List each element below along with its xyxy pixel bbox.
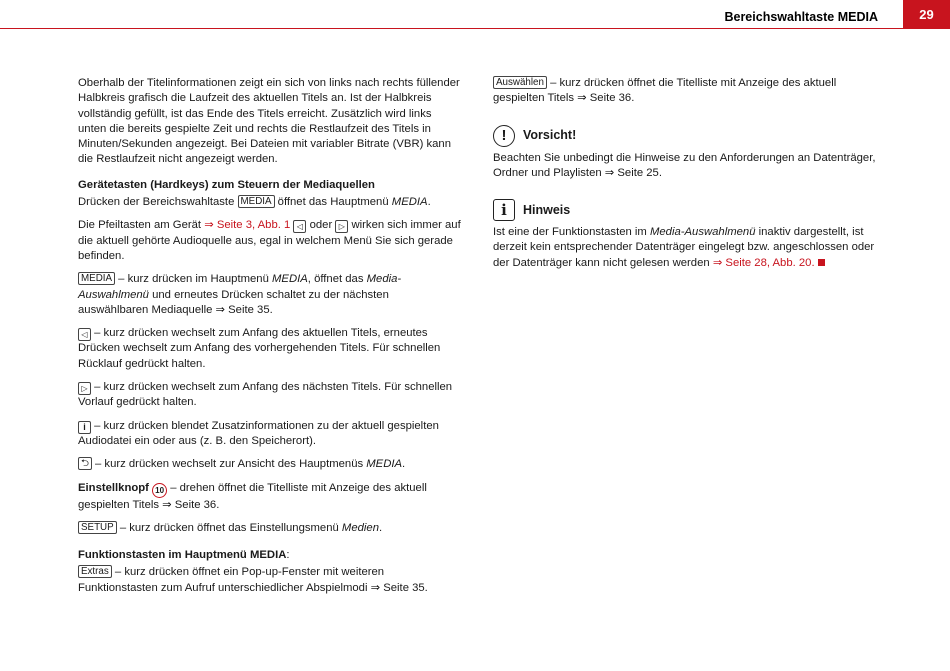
page-title: Bereichswahltaste MEDIA — [724, 10, 878, 24]
text: , öffnet das — [307, 273, 364, 286]
cross-reference: ⇒ Seite 25. — [604, 166, 662, 179]
right-column — [493, 76, 878, 279]
text: – kurz drücken blendet Zusatzinformationen zu der aktuell gespielten Audiodatei ein oder aus (z. B. den Speicherort). — [78, 419, 439, 447]
text-bold: Einstellknopf — [78, 481, 149, 494]
paragraph-knob — [78, 481, 461, 513]
text: Funktionstasten im Hauptmenü MEDIA — [78, 549, 287, 562]
page-number: 29 — [903, 0, 950, 29]
text: – kurz drücken im Hauptmenü — [118, 273, 269, 286]
header-divider — [0, 28, 950, 29]
paragraph-back-key: ⮌ – kurz drücken wechselt zur Ansicht des Hauptmenüs MEDIA. — [78, 457, 461, 472]
note-text — [493, 225, 878, 271]
text: – kurz drücken wechselt zum Anfang des aktuellen Titels, erneutes Drücken wechselt zum Anfang des vorhergehenden Titels. Für schnellen Rücklauf gedrückt halten. — [78, 327, 441, 370]
text-italic: MEDIA — [272, 273, 308, 286]
prev-key-icon: ◁ — [78, 328, 91, 341]
text: Drücken der Bereichswahltaste — [78, 196, 235, 209]
text: und erneutes Drücken schaltet zu der nächsten auswählbaren Mediaquelle — [78, 288, 389, 316]
paragraph-next-key — [78, 380, 461, 411]
next-key-icon: ▷ — [335, 220, 348, 233]
warning-text — [493, 151, 878, 182]
setup-key-icon: SETUP — [78, 521, 117, 534]
text: – kurz drücken wechselt zur Ansicht des Hauptmenüs — [95, 458, 364, 471]
text-italic: MEDIA — [391, 196, 428, 209]
next-key-icon: ▷ — [78, 382, 91, 395]
text-italic: Medien — [341, 521, 379, 534]
knob-number-icon: 10 — [152, 483, 167, 498]
cross-reference: ⇒ Seite 35. — [215, 303, 273, 316]
note-title: Hinweis — [523, 202, 571, 217]
paragraph-prev-key — [78, 326, 461, 372]
text-italic: MEDIA — [366, 458, 403, 471]
paragraph-auswahlen-key — [493, 76, 878, 107]
cross-reference: ⇒ Seite 35. — [370, 581, 428, 594]
text: – kurz drücken öffnet ein Pop-up-Fenster mit weiteren Funktionstasten zum Aufruf unterschiedlicher Abspielmodi — [78, 566, 385, 594]
note-heading — [493, 199, 878, 221]
warning-icon: ! — [493, 125, 515, 147]
media-key-icon: MEDIA — [78, 272, 115, 285]
text: wirken sich immer auf die aktuell gehörte Audioquelle aus, egal in welchem Menü Sie sich gerade befinden. — [78, 219, 461, 262]
text: – kurz drücken öffnet die Titelliste mit Anzeige des aktuell gespielten Titels — [493, 77, 837, 105]
paragraph-media-menu — [78, 272, 461, 318]
heading-hardkeys: Gerätetasten (Hardkeys) zum Steuern der Mediaquellen — [78, 178, 375, 191]
text: – kurz drücken wechselt zum Anfang des nächsten Titels. Für schnellen Vorlauf gedrückt halten. — [78, 381, 453, 409]
text: – drehen öffnet die Titelliste mit Anzeige des aktuell gespielten Titels — [78, 481, 427, 511]
warning-title: Vorsicht! — [523, 127, 577, 142]
heading-functions: Funktionstasten im Hauptmenü MEDIA: — [78, 549, 290, 562]
back-key-icon: ⮌ — [78, 457, 92, 470]
text: inaktiv dargestellt, ist derzeit kein entsprechender Datenträger eingelegt bzw. angeschlossen oder der Datenträger kann nicht gelesen werden — [493, 226, 875, 269]
text-italic: Media-Auswahlmenü — [649, 226, 756, 239]
prev-key-icon: ◁ — [293, 220, 306, 233]
paragraph-extras-key — [78, 565, 461, 596]
paragraph-info-key — [78, 419, 461, 450]
left-column — [78, 76, 461, 604]
cross-reference-link[interactable]: ⇒ Seite 3, Abb. 1 — [204, 219, 291, 232]
text: – kurz drücken öffnet das Einstellungsmenü — [119, 521, 339, 534]
text: oder — [309, 219, 333, 232]
info-key-icon: i — [78, 421, 91, 434]
auswahlen-key-icon: Auswählen — [493, 76, 547, 89]
text: Ist eine der Funktionstasten im — [493, 226, 647, 239]
text: Die Pfeiltasten am Gerät — [78, 219, 202, 232]
end-marker-icon — [818, 259, 825, 266]
cross-reference-link[interactable]: ⇒ Seite 28, Abb. 20. — [712, 256, 815, 269]
media-key-icon: MEDIA — [238, 195, 275, 208]
info-icon: i — [493, 199, 515, 221]
text: Beachten Sie unbedingt die Hinweise zu den Anforderungen an Datenträger, Ordner und Playlisten — [493, 151, 876, 179]
text-italic: Media-Auswahlmenü — [78, 273, 402, 301]
text: öffnet das Hauptmenü — [277, 196, 389, 209]
cross-reference: ⇒ Seite 36. — [162, 498, 220, 511]
warning-heading — [493, 125, 878, 147]
paragraph-setup-key: SETUP – kurz drücken öffnet das Einstellungsmenü Medien. — [78, 521, 461, 536]
paragraph-media-key: Drücken der Bereichswahltaste MEDIA öffnet das Hauptmenü MEDIA. — [78, 196, 431, 209]
paragraph-progress: Oberhalb der Titelinformationen zeigt ein sich von links nach rechts füllender Halbkreis grafisch die Laufzeit des aktuellen Titels an. Ist der Halbkreis vollständig gefüllt, ist das Ende des Titels erreicht. Zusätzlich wird links unten die bereits gespielte Zeit und rechts die Restlaufzeit des Titels in Minuten/Sekunden angezeigt. Bei Dateien mit variabler Bitrate (VBR) kann die Restlaufzeit nicht angezeigt werden. — [78, 77, 460, 166]
paragraph-arrow-keys — [78, 218, 461, 264]
cross-reference: ⇒ Seite 36. — [577, 92, 635, 105]
extras-key-icon: Extras — [78, 565, 112, 578]
